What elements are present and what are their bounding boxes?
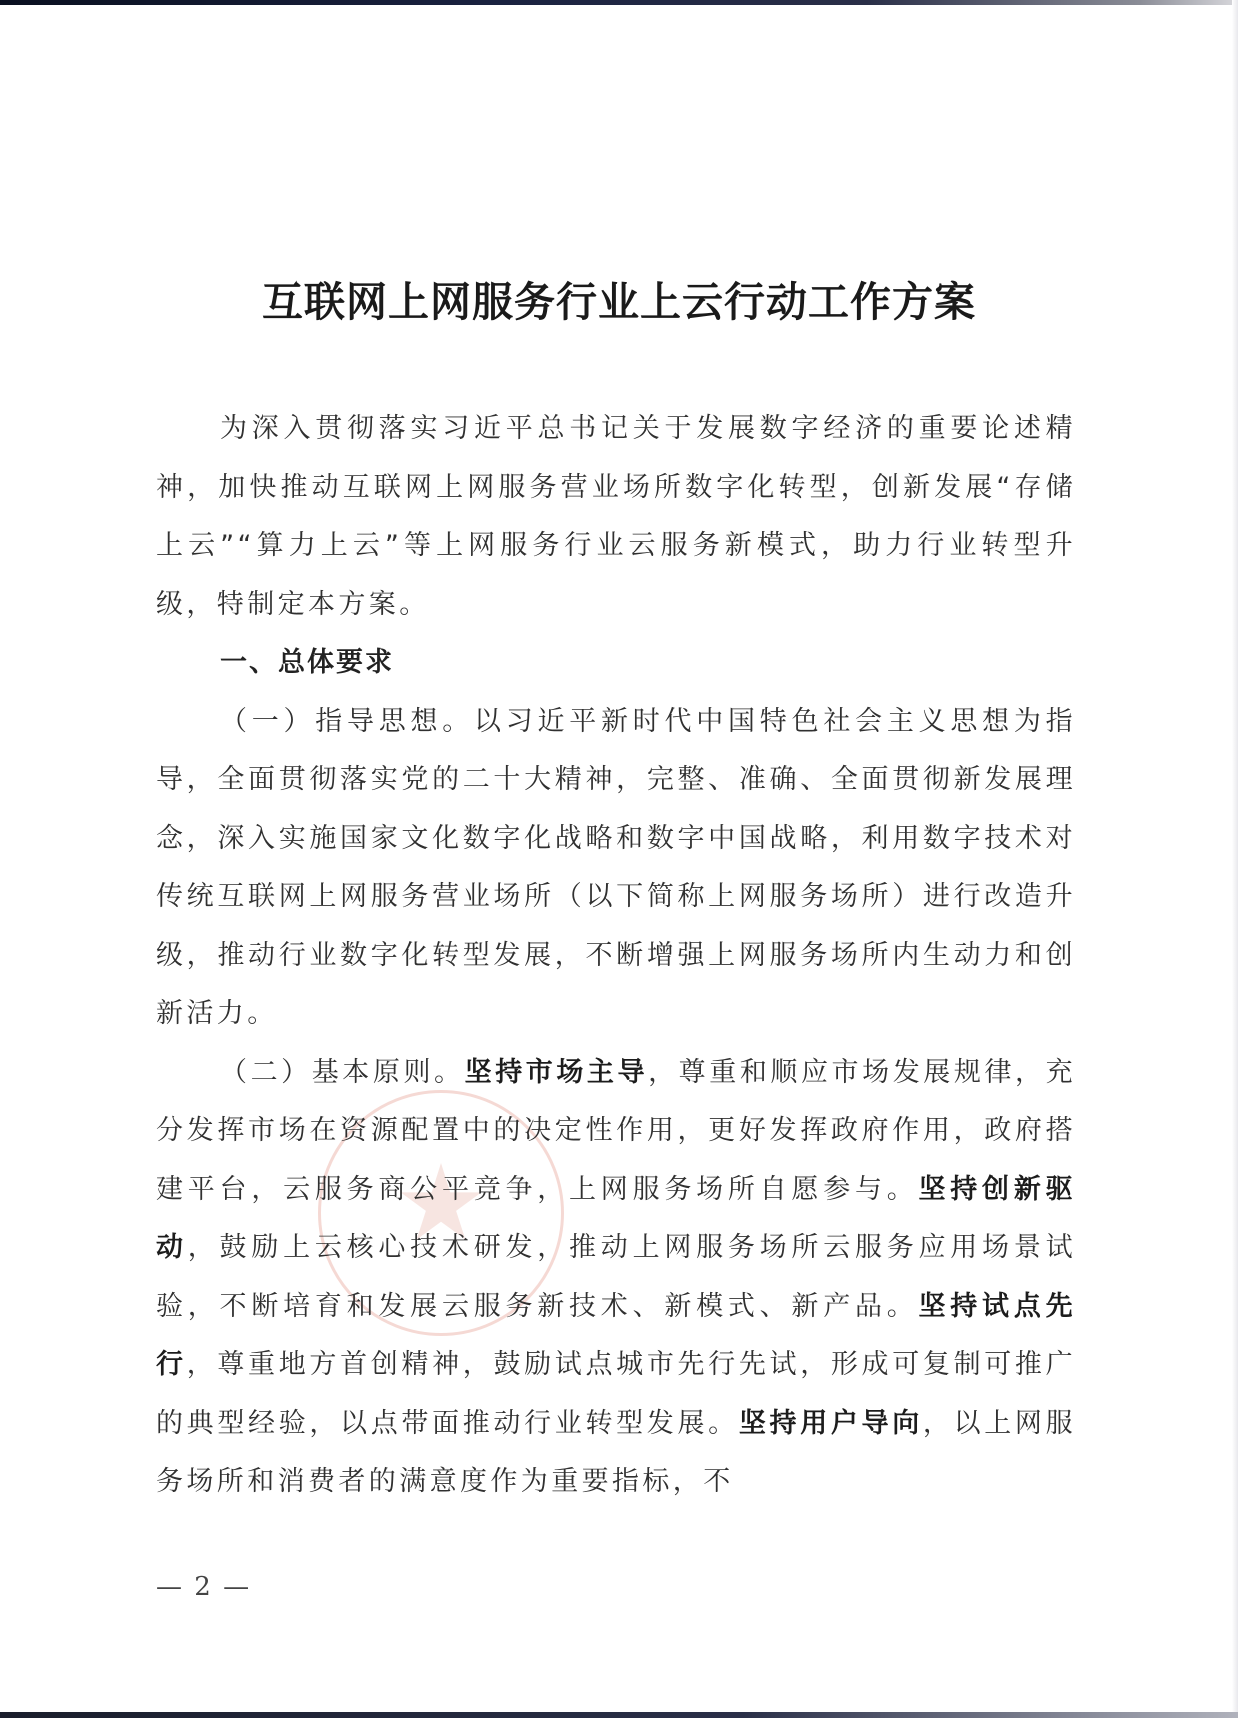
- principle-user-oriented: 坚持用户导向: [738, 1407, 923, 1439]
- scan-right-edge: [1232, 0, 1238, 1718]
- principle-user-oriented-text: ，以上网服务场所和消费者的满意度作为重要指标，不: [156, 1407, 1077, 1497]
- guiding-ideology-text: 以习近平新时代中国特色社会主义思想为指导，全面贯彻落实党的二十大精神，完整、准确、全面贯彻新发展理念，深入实施国家文化数字化战略和数字中国战略，利用数字技术对传统互联网上网服务营业场所（以下简称上网服务场所）进行改造升级，推动行业数字化转型发展，不断增强上网服务场所内生动力和创新活力。: [156, 705, 1076, 1029]
- guiding-ideology-label: （一）指导思想。: [220, 705, 475, 737]
- document-body: [156, 400, 1076, 1512]
- document-title: 互联网上网服务行业上云行动工作方案: [262, 278, 976, 326]
- intro-paragraph: 为深入贯彻落实习近平总书记关于发展数字经济的重要论述精神，加快推动互联网上网服务营业场所数字化转型，创新发展“存储上云”“算力上云”等上网服务行业云服务新模式，助力行业转型升级，特制定本方案。: [156, 413, 1076, 620]
- basic-principles-paragraph: [156, 1044, 1076, 1512]
- basic-principles-label: （二）基本原则。: [220, 1056, 465, 1088]
- principle-pilot-first: 坚持试点先行: [156, 1290, 1076, 1380]
- scan-top-edge: [0, 0, 1238, 5]
- principle-market-led-text: ，尊重和顺应市场发展规律，充分发挥市场在资源配置中的决定性作用，更好发挥政府作用，政府搭建平台，云服务商公平竞争，上网服务场所自愿参与。: [156, 1056, 1076, 1205]
- guiding-ideology-paragraph: [156, 693, 1076, 1044]
- principle-innovation-driven: 坚持创新驱动: [156, 1173, 1076, 1263]
- section-heading-general-requirements: 一、总体要求: [220, 647, 394, 678]
- scan-bottom-edge: [0, 1712, 1238, 1718]
- principle-pilot-first-text: ，尊重地方首创精神，鼓励试点城市先行先试，形成可复制可推广的典型经验，以点带面推动行业转型发展。: [156, 1349, 1076, 1439]
- principle-market-led: 坚持市场主导: [464, 1056, 649, 1088]
- principle-innovation-driven-text: ，鼓励上云核心技术研发，推动上网服务场所云服务应用场景试验，不断培育和发展云服务新技术、新模式、新产品。: [156, 1232, 1076, 1322]
- page-number: — 2 —: [156, 1572, 252, 1602]
